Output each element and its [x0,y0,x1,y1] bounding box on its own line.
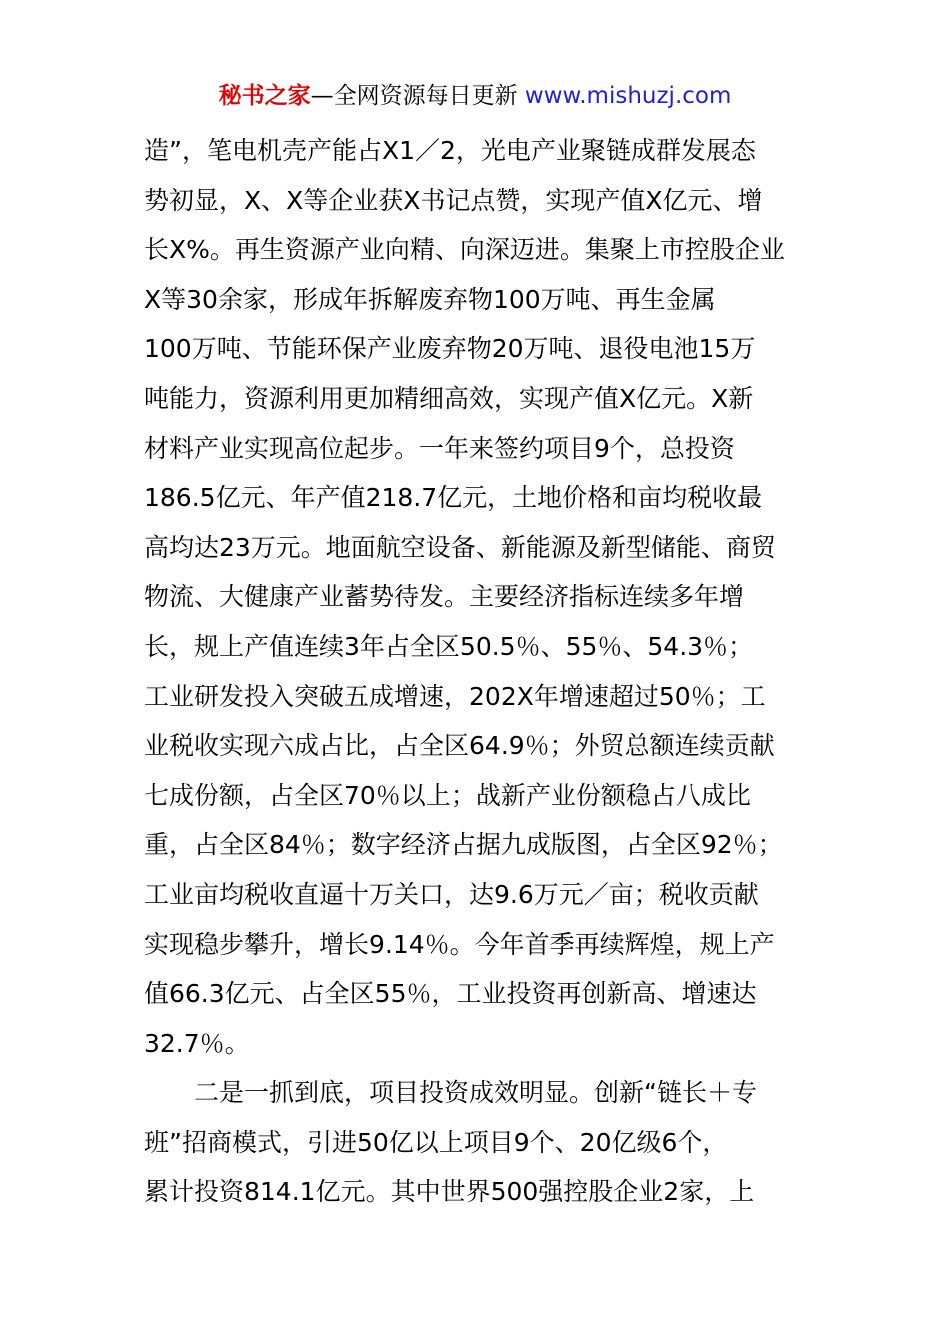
text-line: 100万吨、节能环保产业废弃物20万吨、退役电池15万 [144,334,756,364]
brand-name: 秘书之家 [218,83,311,109]
site-url[interactable]: www.mishuzj.com [524,83,732,109]
text-line: 累计投资814.1亿元。其中世界500强控股企业2家，上 [144,1177,755,1207]
text-line: 32.7％。 [144,1028,250,1058]
text-line: 业税收实现六成占比，占全区64.9％；外贸总额连续贡献 [144,731,775,761]
header-tagline: —全网资源每日更新 [310,83,518,109]
text-line: X等30余家，形成年拆解废弃物100万吨、再生金属 [144,284,716,314]
text-line: 材料产业实现高位起步。一年来签约项目9个，总投资 [144,433,735,463]
text-line: 班”招商模式，引进50亿以上项目9个、20亿级6个， [144,1127,728,1157]
text-line: 工业亩均税收直逼十万关口，达9.6万元／亩；税收贡献 [144,879,759,909]
text-line: 七成份额，占全区70％以上；战新产业份额稳占八成比 [144,780,751,810]
text-line: 工业研发投入突破五成增速，202X年增速超过50％；工 [144,681,766,711]
text-line: 吨能力，资源利用更加精细高效，实现产值X亿元。X新 [144,383,754,413]
document-body [144,126,814,1217]
text-line: 重，占全区84％；数字经济占据九成版图，占全区92％； [144,830,783,860]
page-header [0,80,950,112]
text-line: 势初显，X、X等企业获X书记点赞，实现产值X亿元、增 [144,185,763,215]
text-line: 造”，笔电机壳产能占X1／2，光电产业聚链成群发展态 [144,136,756,165]
text-line: 物流、大健康产业蓄势待发。主要经济指标连续多年增 [144,582,745,612]
text-line: 186.5亿元、年产值218.7亿元，土地价格和亩均税收最 [144,483,763,513]
text-line: 实现稳步攀升，增长9.14％。今年首季再续辉煌，规上产 [144,929,775,959]
text-line: 高均达23万元。地面航空设备、新能源及新型储能、商贸 [144,532,776,562]
text-line: 长X%。再生资源产业向精、向深迈进。集聚上市控股企业 [144,235,785,265]
text-line: 值66.3亿元、占全区55％，工业投资再创新高、增速达 [144,979,757,1009]
text-line: 长，规上产值连续3年占全区50.5％、55％、54.3％； [144,631,754,661]
paragraph-start-line: 二是一抓到底，项目投资成效明显。创新“链长＋专 [194,1078,757,1108]
